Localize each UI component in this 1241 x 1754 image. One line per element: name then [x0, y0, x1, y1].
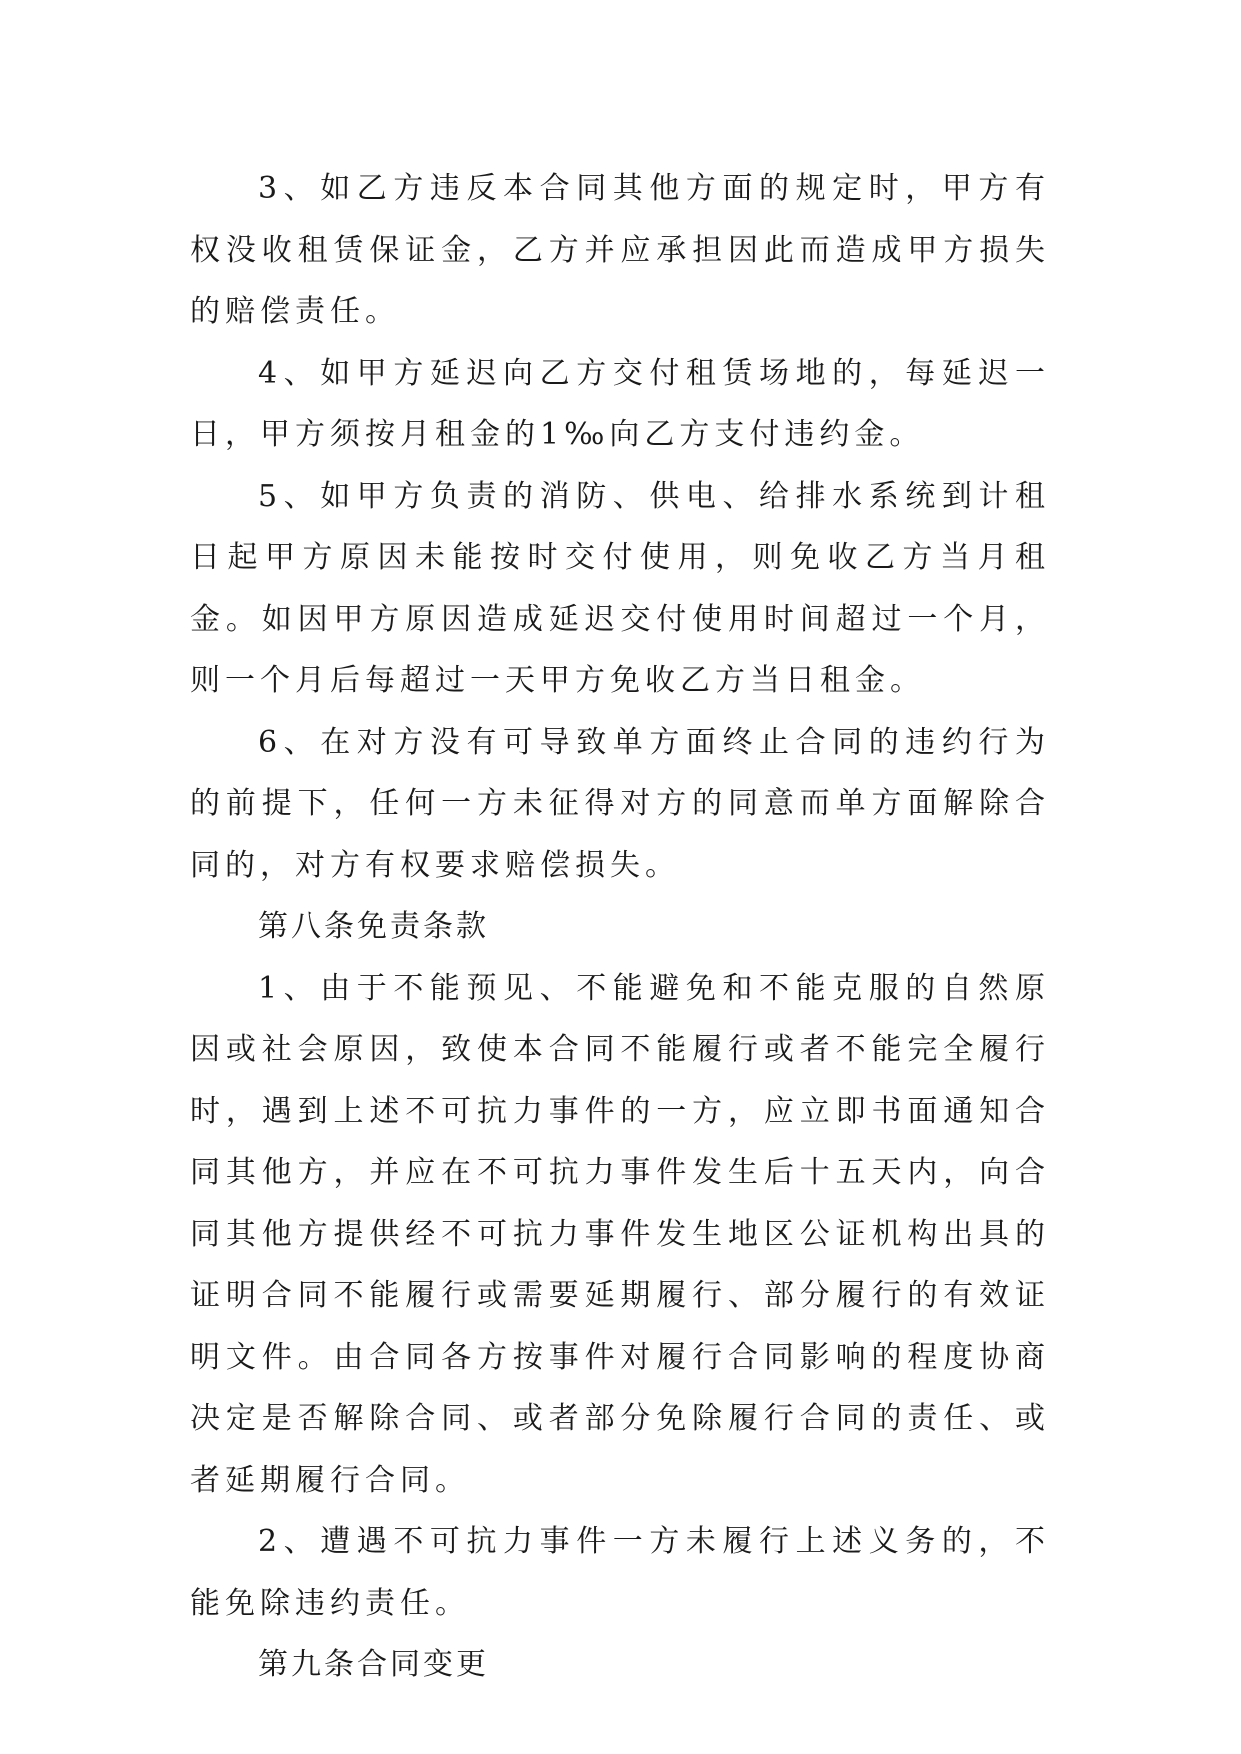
clause-5-rent-waiver: 5、如甲方负责的消防、供电、给排水系统到计租日起甲方原因未能按时交付使用，则免收乙方当月租金。如因甲方原因造成延迟交付使用时间超过一个月，则一个月后每超过一天甲方免收乙方当日租金。	[190, 478, 1050, 698]
clause-6-unilateral-termination: 6、在对方没有可导致单方面终止合同的违约行为的前提下，任何一方未征得对方的同意而单方面解除合同的，对方有权要求赔偿损失。	[190, 724, 1050, 883]
clause-1-force-majeure: 1、由于不能预见、不能避免和不能克服的自然原因或社会原因，致使本合同不能履行或者不能完全履行时，遇到上述不可抗力事件的一方，应立即书面通知合同其他方，并应在不可抗力事件发生后十五天内，向合同其他方提供经不可抗力事件发生地区公证机构出具的证明合同不能履行或需要延期履行、部分履行的有效证明文件。由合同各方按事件对履行合同影响的程度协商决定是否解除合同、或者部分免除履行合同的责任、或者延期履行合同。	[190, 970, 1050, 1498]
clause-2-force-majeure-duty: 2、遭遇不可抗力事件一方未履行上述义务的，不能免除违约责任。	[190, 1524, 1050, 1621]
document-body	[190, 158, 1050, 1696]
clause-4-late-delivery: 4、如甲方延迟向乙方交付租赁场地的，每延迟一日，甲方须按月租金的1‰向乙方支付违约金。	[190, 355, 1050, 452]
clause-3-breach-deposit: 3、如乙方违反本合同其他方面的规定时，甲方有权没收租赁保证金，乙方并应承担因此而造成甲方损失的赔偿责任。	[190, 171, 1050, 329]
article-9-heading: 第九条合同变更	[258, 1647, 489, 1682]
article-8-heading: 第八条免责条款	[258, 909, 489, 944]
